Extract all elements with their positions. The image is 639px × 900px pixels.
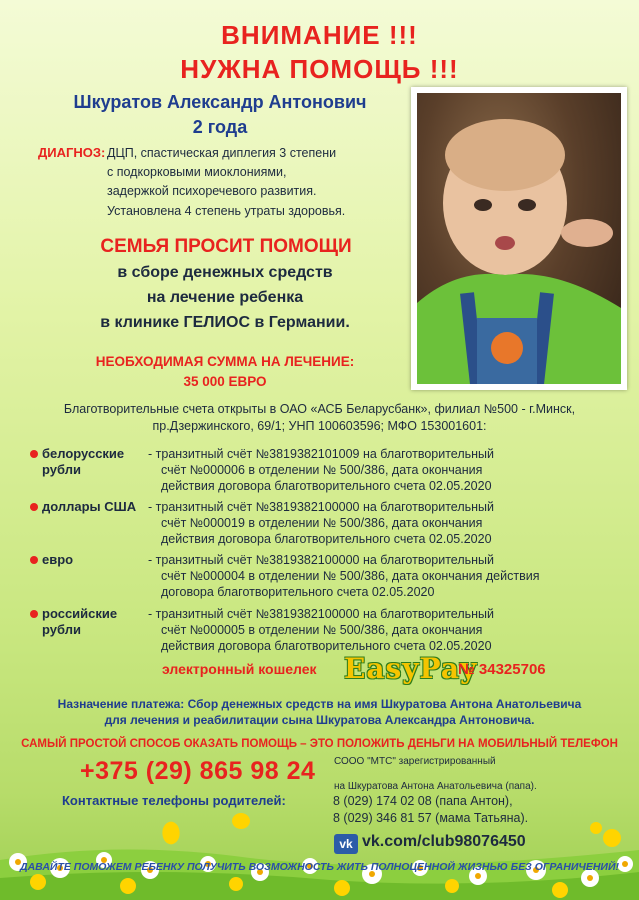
bullet-icon — [30, 610, 38, 618]
bank-details-line: Благотворительные счета открыты в ОАО «АСБ Беларусбанк», филиал №500 - г.Минск, — [63, 402, 576, 416]
account-line: действия договора благотворительного счета 02.05.2020 — [161, 479, 492, 493]
account-currency: белорусские рубли — [42, 446, 125, 477]
header-help-needed: НУЖНА ПОМОЩЬ !!! — [180, 54, 459, 84]
account-line: - транзитный счёт №3819382100000 на благотворительный — [148, 607, 495, 621]
account-line: - транзитный счёт №3819382101009 на благотворительный — [148, 447, 495, 461]
account-currency: евро — [42, 552, 74, 567]
payment-purpose-line: для лечения и реабилитации сына Шкуратова Александра Антоновича. — [104, 713, 535, 727]
required-sum-value: 35 000 ЕВРО — [183, 374, 267, 389]
account-line: действия договора благотворительного счета 02.05.2020 — [161, 532, 492, 546]
parent-phone-mother: 8 (029) 346 81 57 (мама Татьяна). — [333, 811, 529, 825]
account-line: счёт №000006 в отделении № 500/386, дата окончания — [161, 463, 483, 477]
parent-contacts-label: Контактные телефоны родителей: — [62, 793, 286, 808]
bank-details-line: пр.Дзержинского, 69/1; УНП 100603596; МФО 153001601: — [152, 419, 487, 433]
vk-link[interactable]: vk.com/club98076450 — [362, 833, 526, 850]
mts-note-line: СООО "МТС" зарегистрированный — [334, 756, 496, 767]
e-wallet-label: электронный кошелек — [162, 661, 317, 677]
diagnosis-line: ДЦП, спастическая диплегия 3 степени — [107, 146, 337, 160]
child-name: Шкуратов Александр Антонович — [73, 92, 367, 112]
payment-purpose-line: Назначение платежа: Сбор денежных средств на имя Шкуратова Антона Анатольевича — [57, 697, 582, 711]
account-line: - транзитный счёт №3819382100000 на благотворительный — [148, 553, 495, 567]
header-attention: ВНИМАНИЕ !!! — [221, 20, 418, 50]
diagnosis-line: задержкой психоречевого развития. — [107, 184, 317, 198]
account-line: счёт №000005 в отделении № 500/386, дата окончания — [161, 623, 483, 637]
diagnosis-line: Установлена 4 степень утраты здоровья. — [107, 204, 346, 218]
account-line: договора благотворительного счета 02.05.2020 — [161, 585, 435, 599]
bullet-icon — [30, 450, 38, 458]
account-details — [148, 552, 628, 600]
child-age: 2 года — [192, 117, 248, 137]
diagnosis-line: с подкорковыми миоклониями, — [107, 165, 287, 179]
required-sum-label: НЕОБХОДИМАЯ СУММА НА ЛЕЧЕНИЕ: — [95, 354, 355, 369]
account-details — [148, 606, 628, 654]
child-photo-illustration — [417, 93, 621, 384]
family-request-line: в клинике ГЕЛИОС в Германии. — [100, 314, 350, 331]
family-request-line: на лечение ребенка — [146, 289, 304, 306]
mts-note-line: на Шкуратова Антона Анатольевича (папа). — [334, 781, 537, 792]
e-wallet-number: № 34325706 — [458, 661, 546, 678]
account-line: - транзитный счёт №3819382100000 на благотворительный — [148, 500, 495, 514]
butterfly-icon — [232, 813, 250, 829]
account-details — [148, 499, 628, 547]
account-currency: российские рубли — [42, 606, 118, 637]
family-request-line: в сборе денежных средств — [117, 264, 333, 281]
meadow-decoration — [0, 820, 639, 900]
mobile-phone-number: +375 (29) 865 98 24 — [80, 757, 316, 785]
mobile-payment-tip: САМЫЙ ПРОСТОЙ СПОСОБ ОКАЗАТЬ ПОМОЩЬ – ЭТО ПОЛОЖИТЬ ДЕНЬГИ НА МОБИЛЬНЫЙ ТЕЛЕФОН — [21, 738, 618, 750]
account-line: действия договора благотворительного счета 02.05.2020 — [161, 639, 492, 653]
bullet-icon — [30, 556, 38, 564]
account-line: счёт №000019 в отделении № 500/386, дата окончания — [161, 516, 483, 530]
diagnosis-label: ДИАГНОЗ: — [38, 145, 106, 160]
family-request-title: СЕМЬЯ ПРОСИТ ПОМОЩИ — [100, 236, 352, 257]
bottom-slogan: ДАВАЙТЕ ПОМОЖЕМ РЕБЕНКУ ПОЛУЧИТЬ ВОЗМОЖНОСТЬ ЖИТЬ ПОЛНОЦЕННОЙ ЖИЗНЬЮ БЕЗ ОГРАНИЧЕНИЙ! — [19, 861, 620, 873]
child-photo-image — [417, 93, 621, 384]
meadow-illustration — [0, 820, 639, 900]
bullet-icon — [30, 503, 38, 511]
account-details — [148, 446, 628, 494]
parent-phone-father: 8 (029) 174 02 08 (папа Антон), — [333, 794, 513, 808]
child-photo — [411, 87, 627, 390]
account-currency: доллары США — [42, 499, 137, 514]
account-line: счёт №000004 в отделении № 500/386, дата окончания действия — [161, 569, 540, 583]
easypay-logo: EasyPay — [344, 652, 478, 685]
vk-icon: vk — [334, 834, 358, 854]
